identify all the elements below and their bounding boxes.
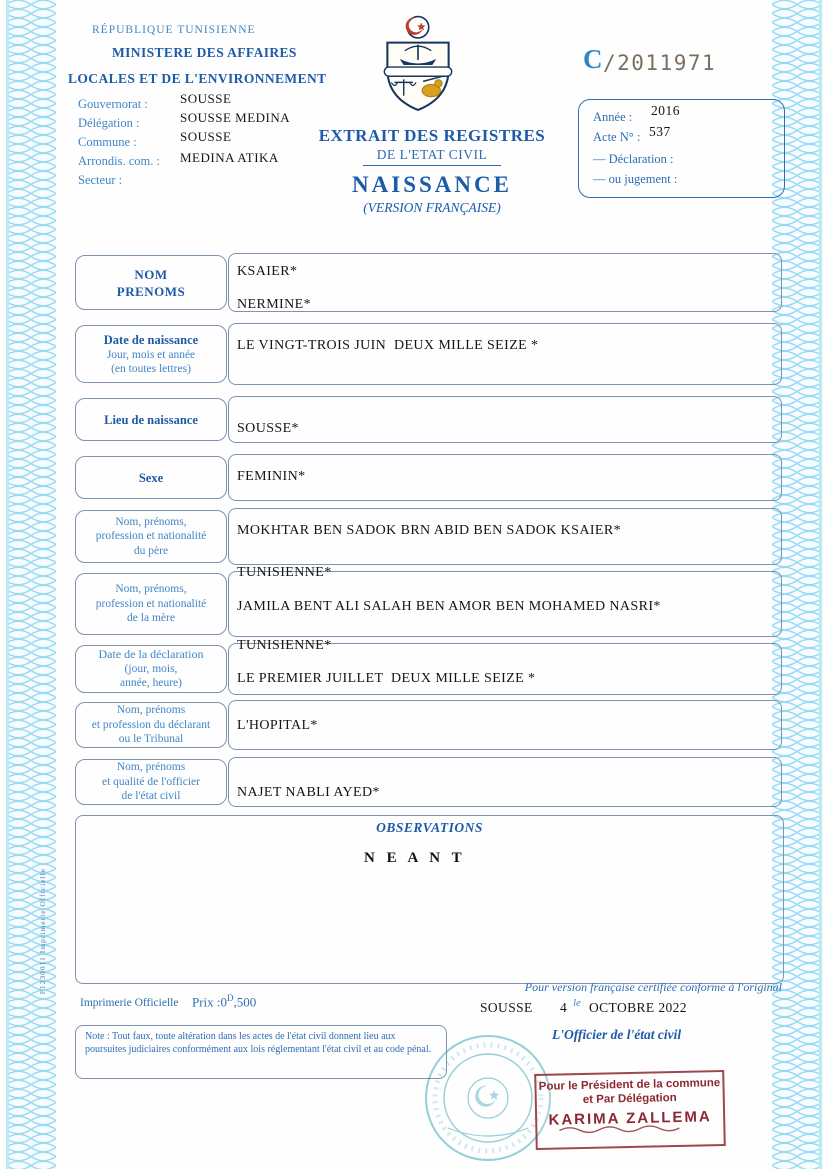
guilloche-border-left (6, 0, 56, 1169)
row-declarant (75, 700, 782, 750)
row-date-declaration (75, 638, 782, 695)
row-label: Nom, prénoms, profession et nationalité du père (75, 510, 227, 563)
row-label: Date de la déclaration (jour, mois, année, heure) (75, 645, 227, 693)
imprimerie-label: Imprimerie Officielle (80, 997, 179, 1009)
row-mere (75, 565, 782, 637)
row-sexe (75, 454, 782, 501)
row-label: Nom, prénoms, profession et nationalité de la mère (75, 573, 227, 635)
declaration-label: — Déclaration : (593, 152, 674, 166)
row-label: Date de naissance Jour, mois et année (en toutes lettres) (75, 325, 227, 383)
title-naissance: NAISSANCE (352, 172, 512, 197)
row-value: TUNISIENNE* JAMILA BENT ALI SALAH BEN AMOR BEN MOHAMED NASRI* (228, 571, 782, 637)
row-nom-prenoms (75, 253, 782, 312)
observations-box (75, 815, 784, 984)
certification-line: Pour version française certifiée conforme à l'original (524, 980, 782, 994)
margin-print-code: F1230011 Imprimerie Officielle (38, 868, 47, 995)
stamp-name: KARIMA ZALLEMA (548, 1108, 712, 1129)
gouvernorat-label: Gouvernorat : (78, 97, 148, 111)
republic-title: RÉPUBLIQUE TUNISIENNE (92, 24, 256, 36)
gouvernorat-value: SOUSSE (180, 91, 232, 106)
row-value: LE VINGT-TROIS JUIN DEUX MILLE SEIZE * (228, 323, 782, 385)
acte-number-label: Acte N° : (593, 130, 641, 144)
arrondissement-value: MEDINA ATIKA (180, 150, 279, 165)
stamp-line2: et Par Délégation (582, 1092, 677, 1106)
commune-value: SOUSSE (180, 129, 232, 144)
annee-value: 2016 (651, 103, 680, 118)
delegation-value: SOUSSE MEDINA (180, 110, 291, 125)
jugement-label: — ou jugement : (593, 172, 678, 186)
row-value: SOUSSE* (228, 396, 782, 443)
stamp-line1: Pour le Président de la commune (538, 1077, 721, 1093)
title-etat-civil: DE L'ETAT CIVIL (363, 146, 502, 166)
certification-month-year: OCTOBRE 2022 (589, 1000, 687, 1015)
row-date-naissance (75, 323, 782, 385)
acte-number-value: 537 (649, 124, 671, 139)
commune-label: Commune : (78, 135, 137, 149)
certification-place: SOUSSE (480, 1000, 533, 1015)
row-label: Nom, prénoms et qualité de l'officier de l'état civil (75, 759, 227, 805)
arrondissement-label: Arrondis. com. : (78, 154, 160, 168)
legal-note-box: Note : Tout faux, toute altération dans les actes de l'état civil donnent lieu aux poursuites judiciaires conformément aux lois réglementant l'état civil et au code pénal. (75, 1025, 447, 1079)
observations-value: N E A N T (364, 850, 466, 866)
title-extrait: EXTRAIT DES REGISTRES (318, 126, 546, 145)
row-officier (75, 757, 782, 807)
row-label: Sexe (75, 456, 227, 499)
row-value: TUNISIENNE* LE PREMIER JUILLET DEUX MILLE SEIZE * (228, 643, 782, 695)
row-value: KSAIER* NERMINE* (228, 253, 782, 312)
document-title-block (287, 126, 577, 216)
row-pere (75, 508, 782, 565)
row-label: NOM PRENOMS (75, 255, 227, 310)
observations-title: OBSERVATIONS (376, 820, 483, 835)
row-value: NAJET NABLI AYED* (228, 757, 782, 807)
row-value: FEMININ* (228, 454, 782, 501)
serial-prefix: C (583, 44, 603, 74)
row-label: Nom, prénoms et profession du déclarant ou le Tribunal (75, 702, 227, 748)
row-value: L'HOPITAL* (228, 700, 782, 750)
serial-number: /2011971 (603, 51, 717, 75)
ministry-line2: LOCALES ET DE L'ENVIRONNEMENT (68, 71, 327, 86)
tunisia-coat-of-arms-icon (376, 14, 460, 112)
secteur-label: Secteur : (78, 173, 123, 187)
row-lieu-naissance (75, 396, 782, 443)
le-label: le (573, 997, 581, 1009)
price-label: Prix $:0^D,500$ (192, 993, 257, 1010)
delegation-label: Délégation : (78, 116, 140, 130)
row-label: Lieu de naissance (75, 398, 227, 441)
title-version: (VERSION FRANÇAISE) (363, 200, 501, 215)
row-value: MOKHTAR BEN SADOK BRN ABID BEN SADOK KSAIER* (228, 508, 782, 565)
ministry-line1: MINISTERE DES AFFAIRES (112, 45, 297, 60)
delegation-stamp (534, 1070, 726, 1150)
certification-day: 4 (560, 1000, 568, 1015)
annee-label: Année : (593, 110, 633, 124)
officer-title: L'Officier de l'état civil (552, 1027, 682, 1042)
acte-reference-box (578, 99, 785, 198)
